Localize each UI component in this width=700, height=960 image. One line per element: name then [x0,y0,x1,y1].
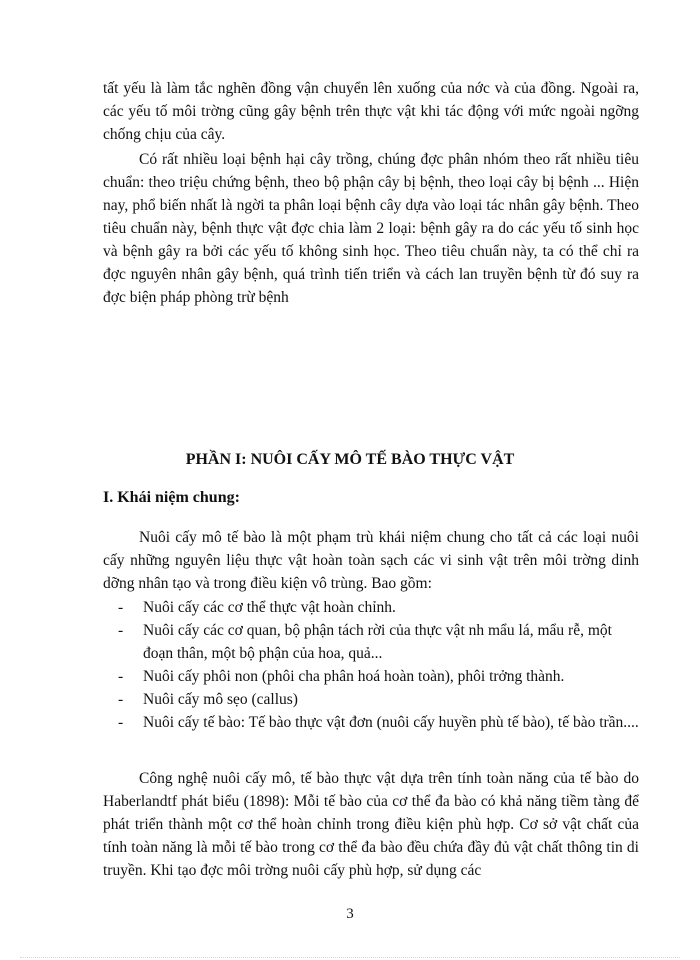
list-item-text: Nuôi cấy phôi non (phôi cha phân hoá hoàn toàn), phôi trởng thành. [143,668,565,685]
list-item-text: Nuôi cấy mô sẹo (callus) [143,691,298,708]
bullet-list [118,596,639,734]
bullet-marker: - [118,714,124,731]
section-paragraph-1: Nuôi cấy mô tế bào là một phạm trù khái niệm chung cho tất cả các loại nuôi cấy những nguyên liệu thực vật hoàn toàn sạch các vi sinh vật trên môi trờng dinh dỡng nhân tạo và trong điều kiện vô trùng. Bao gồm: [103,529,639,592]
list-item-text: Nuôi cấy các cơ thể thực vật hoàn chỉnh. [143,599,396,616]
section-heading: I. Khái niệm chung: [103,489,240,506]
page-footer-divider [20,957,680,958]
list-item-text: Nuôi cấy các cơ quan, bộ phận tách rời của thực vật nh mẩu lá, mẩu rễ, một đoạn thân, một bộ phận của hoa, quả... [143,622,612,662]
section-paragraph-2: Công nghệ nuôi cấy mô, tế bào thực vật dựa trên tính toàn năng của tế bào do Haberlandtf phát biểu (1898): Mỗi tế bào của cơ thể đa bào có khả năng tiềm tàng để phát triển thành một cơ thể hoàn chỉnh trong điều kiện phù hợp. Cơ sở vật chất của tính toàn năng là mỗi tế bào trong cơ thể đa bào đều chứa đầy đủ vật chất thông tin di truyền. Khi tạo đợc môi trờng nuôi cấy phù hợp, sử dụng các [103,770,639,879]
bullet-marker: - [118,668,124,685]
list-item [118,711,639,734]
list-item [118,596,639,619]
bullet-marker: - [118,622,124,639]
list-item [118,665,639,688]
list-item [118,619,639,665]
list-item-text: Nuôi cấy tế bào: Tế bào thực vật đơn (nuôi cấy huyền phù tế bào), tế bào trần.... [143,714,639,731]
page-number: 3 [346,906,354,922]
intro-paragraph-1: tất yếu là làm tắc nghẽn đồng vận chuyển lên xuống của nớc và của đồng. Ngoài ra, các yếu tố môi trờng cũng gây bệnh trên thực vật khi tác động với mức ngoài ngỡng chống chịu của cây. [103,80,639,143]
section-title: PHẦN I: NUÔI CẤY MÔ TẾ BÀO THỰC VẬT [185,451,515,468]
bullet-marker: - [118,599,124,616]
bullet-marker: - [118,691,124,708]
intro-paragraph-2: Có rất nhiều loại bệnh hại cây trồng, chúng đợc phân nhóm theo rất nhiều tiêu chuẩn: theo triệu chứng bệnh, theo bộ phận cây bị bệnh, theo loại cây bị bệnh ... Hiện nay, phổ biến nhất là ngời ta phân loại bệnh cây dựa vào loại tác nhân gây bệnh. Theo tiêu chuẩn này, bệnh thực vật đợc chia làm 2 loại: bệnh gây ra do các yếu tố sinh học và bệnh gây ra bởi các yếu tố không sinh học. Theo tiêu chuẩn này, ta có thể chỉ ra đợc nguyên nhân gây bệnh, quá trình tiến triển và cách lan truyền bệnh từ đó suy ra đợc biện pháp phòng trừ bệnh [103,151,639,306]
list-item [118,688,639,711]
